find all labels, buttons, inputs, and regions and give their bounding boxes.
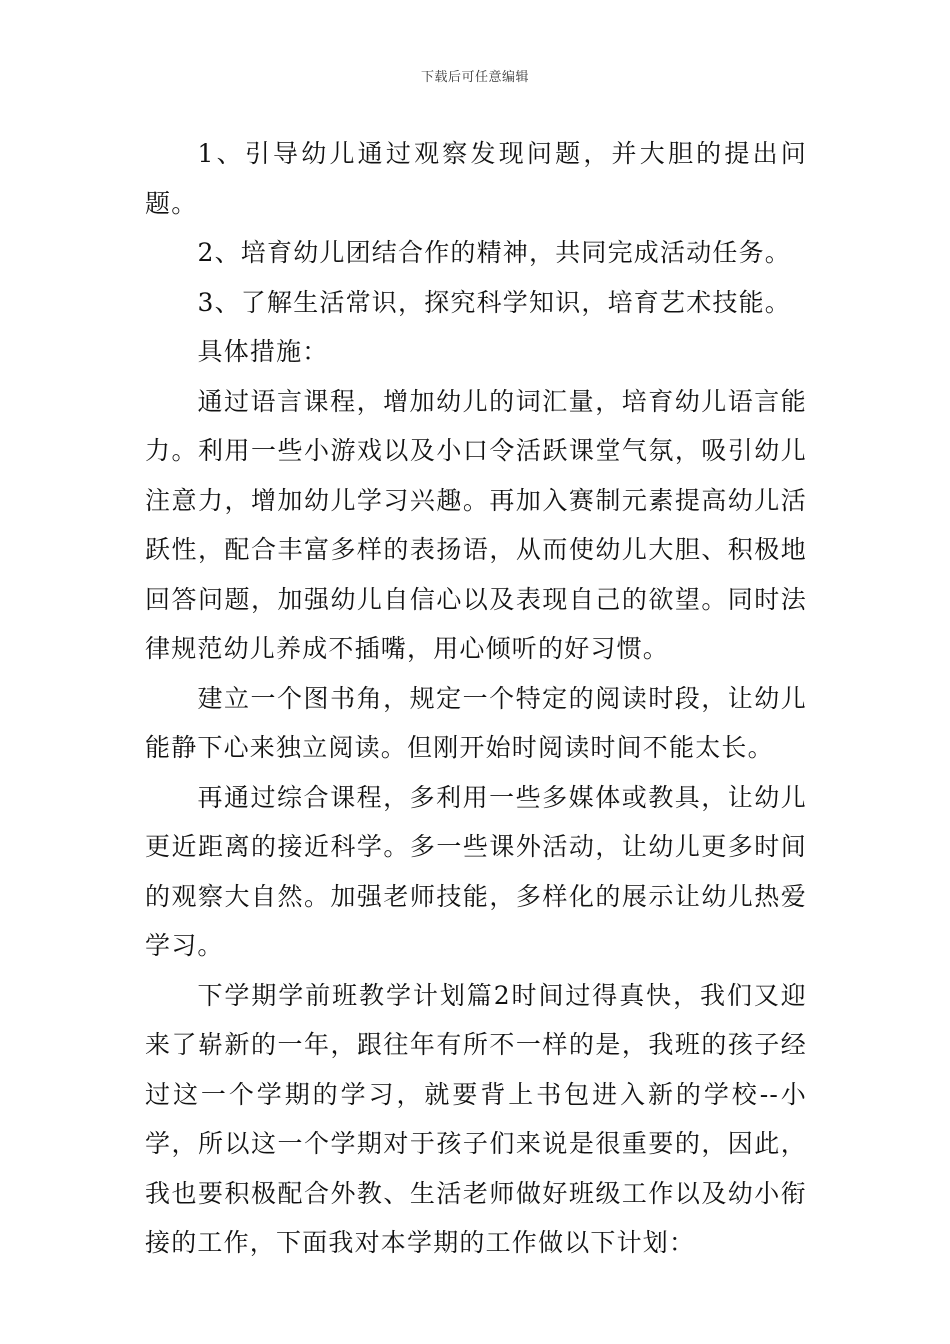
goal-item-3: 3、了解生活常识，探究科学知识，培育艺术技能。 (197, 287, 792, 317)
paragraph-language-course: 通过语言课程，增加幼儿的词汇量，培育幼儿语言能力。利用一些小游戏以及小口令活跃课堂气氛，吸引幼儿注意力，增加幼儿学习兴趣。再加入赛制元素提高幼儿活跃性，配合丰富多样的表扬语，从而使幼儿大胆、积极地回答问题，加强幼儿自信心以及表现自己的欲望。同时法律规范幼儿养成不插嘴，用心倾听的好习惯。 (145, 386, 807, 663)
document-body (145, 129, 807, 1268)
goal-item-1: 1、引导幼儿通过观察发现问题，并大胆的提出问题。 (145, 139, 807, 218)
paragraph-integrated-course: 再通过综合课程，多利用一些多媒体或教具，让幼儿更近距离的接近科学。多一些课外活动，让幼儿更多时间的观察大自然。加强老师技能，多样化的展示让幼儿热爱学习。 (145, 782, 807, 960)
paragraph-semester-plan-intro: 下学期学前班教学计划篇2时间过得真快，我们又迎来了崭新的一年，跟往年有所不一样的是，我班的孩子经过这一个学期的学习，就要背上书包进入新的学校--小学，所以这一个学期对于孩子们来说是很重要的，因此，我也要积极配合外教、生活老师做好班级工作以及幼小衔接的工作，下面我对本学期的工作做以下计划： (145, 980, 807, 1257)
paragraph-reading-corner: 建立一个图书角，规定一个特定的阅读时段，让幼儿能静下心来独立阅读。但刚开始时阅读时间不能太长。 (145, 683, 807, 762)
goal-item-2: 2、培育幼儿团结合作的精神，共同完成活动任务。 (197, 238, 792, 267)
section-heading-measures: 具体措施： (197, 337, 329, 366)
page-header: 下载后可任意编辑 (420, 70, 529, 85)
